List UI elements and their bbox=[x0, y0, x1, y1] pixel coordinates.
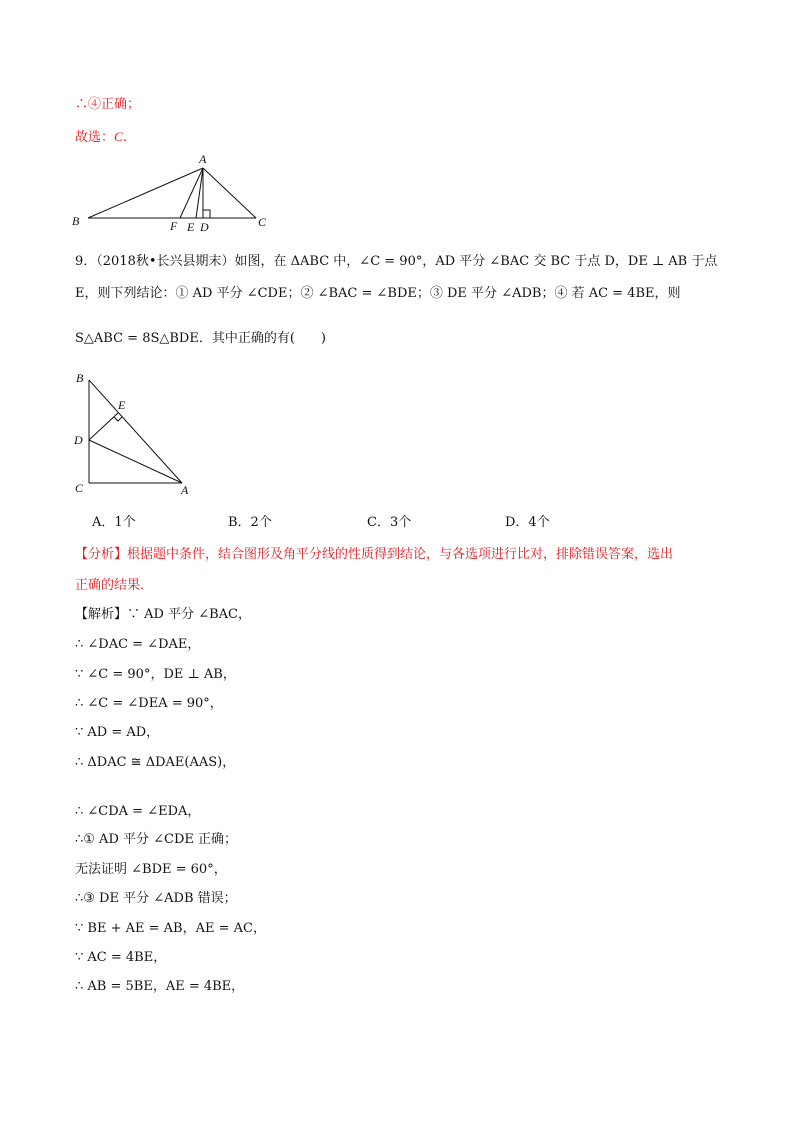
conclusion-line: ∴④正确； bbox=[75, 97, 141, 112]
option-d: D．4个 bbox=[505, 515, 550, 530]
question-line-2: E，则下列结论：① AD 平分 ∠CDE；② ∠BAC = ∠BDE；③ DE 平分 ∠ADB；④ 若 AC = 4BE，则 bbox=[75, 286, 681, 301]
segment-ba bbox=[88, 168, 203, 218]
label-F: F bbox=[170, 219, 178, 232]
label-C: C bbox=[258, 215, 267, 229]
answer-line bbox=[75, 128, 127, 147]
analysis-line-1: 【分析】根据题中条件，结合图形及角平分线的性质得到结论，与各选项进行比对，排除错误答案，选出 bbox=[75, 547, 674, 562]
label-A: A bbox=[181, 483, 189, 497]
segment-ac bbox=[203, 168, 256, 218]
triangle-figure-1 bbox=[60, 150, 290, 232]
right-angle-mark bbox=[114, 417, 122, 421]
solution-line: ∵ BE + AE = AB，AE = AC， bbox=[75, 921, 266, 936]
solution-line: ∴ ∠CDA = ∠EDA， bbox=[75, 804, 201, 819]
triangle-figure-2 bbox=[70, 370, 200, 498]
analysis-line-2: 正确的结果． bbox=[75, 578, 154, 593]
solution-line: ∵ AC = 4BE， bbox=[75, 950, 167, 965]
answer-prefix: 故选： bbox=[75, 130, 115, 145]
label-D: D bbox=[74, 433, 83, 447]
option-b: B．2个 bbox=[228, 515, 272, 530]
label-E: E bbox=[187, 220, 195, 232]
segment-ba bbox=[89, 380, 182, 483]
label-C: C bbox=[75, 481, 84, 495]
solution-line: ∴ AB = 5BE，AE = 4BE， bbox=[75, 979, 245, 994]
solution-line bbox=[75, 606, 251, 624]
option-c: C．3个 bbox=[367, 515, 412, 530]
solution-line: ∵ ∠C = 90°，DE ⊥ AB， bbox=[75, 667, 236, 682]
label-B: B bbox=[72, 214, 80, 228]
label-A: A bbox=[199, 152, 207, 166]
solution-line: ∴③ DE 平分 ∠ADB 错误； bbox=[75, 891, 237, 906]
answer-end: . bbox=[122, 130, 127, 145]
right-angle-mark bbox=[203, 210, 210, 218]
solution-line: 无法证明 ∠BDE = 60°， bbox=[75, 862, 227, 877]
segment-da bbox=[89, 440, 182, 483]
solution-line: ∴ ∠C = ∠DEA = 90°， bbox=[75, 696, 223, 711]
solution-line: ∵ AD = AD， bbox=[75, 725, 160, 740]
question-line-1: 9．（2018秋•长兴县期末）如图，在 ΔABC 中，∠C = 90°，AD 平分 ∠BAC 交 BC 于点 D，DE ⊥ AB 于点 bbox=[75, 254, 718, 269]
solution-line: ∴① AD 平分 ∠CDE 正确； bbox=[75, 832, 238, 847]
label-E: E bbox=[118, 398, 126, 412]
segment-de bbox=[89, 413, 118, 440]
solution-line: ∴ ∠DAC = ∠DAE， bbox=[75, 637, 201, 652]
label-D: D bbox=[200, 220, 209, 232]
answer-letter: C bbox=[114, 129, 123, 144]
label-B: B bbox=[76, 371, 84, 385]
option-a: A．1个 bbox=[92, 515, 136, 530]
question-line-3: S△ABC = 8S△BDE．其中正确的有( ) bbox=[75, 331, 326, 346]
solution-line: ∴ ΔDAC ≅ ΔDAE(AAS)， bbox=[75, 755, 236, 770]
solution-text: 【解析】∵ AD 平分 ∠BAC， bbox=[75, 607, 251, 622]
